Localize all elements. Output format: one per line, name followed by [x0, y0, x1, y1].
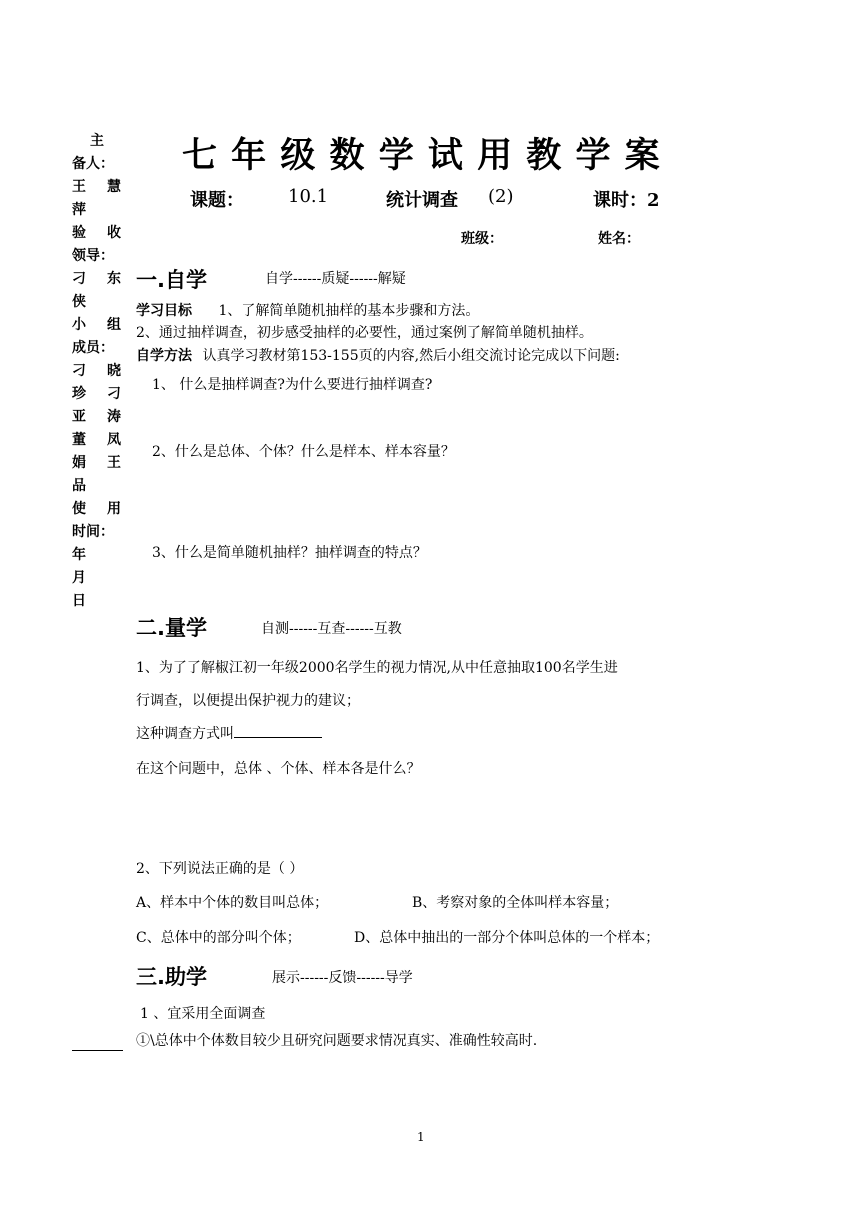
sidebar-text-left: 领导： — [72, 248, 114, 264]
sidebar-text-right: 主 — [90, 133, 104, 149]
sidebar-text-left: 侠 — [72, 294, 86, 310]
sidebar-text-left: 董 — [72, 432, 86, 448]
sidebar-text-left: 成员： — [72, 340, 114, 356]
option-c: C、总体中的部分叫个体； — [136, 930, 301, 946]
method-line — [136, 345, 620, 365]
topic-part: (2) — [488, 186, 514, 207]
survey-method-prompt: 这种调查方式叫 — [136, 726, 234, 742]
left-blank-line — [72, 1050, 123, 1051]
goal-1: 1、了解简单随机抽样的基本步骤和方法。 — [218, 303, 480, 319]
topic-name: 统计调查 — [386, 190, 458, 211]
sidebar-text-left: 月 — [72, 570, 86, 586]
sidebar-text-right: 收 — [107, 225, 121, 241]
page-title: 七 年 级 数 学 试 用 教 学 案 — [182, 135, 661, 176]
sidebar-text-left: 备人： — [72, 156, 114, 172]
sidebar-text-right: 东 — [107, 271, 121, 287]
section-3-item-1-sub: ①\总体中个体数目较少且研究问题要求情况真实、准确性较高时. — [136, 1033, 538, 1049]
section-2-title: 二.量学 — [136, 616, 207, 640]
method-label: 自学方法 — [136, 348, 192, 364]
name-label: 姓名： — [598, 231, 640, 247]
question-2: 2、什么是总体、个体？什么是样本、样本容量？ — [152, 444, 455, 460]
sidebar-text-right: 王 — [107, 455, 121, 471]
sidebar-text-left: 时间： — [72, 524, 114, 540]
option-d: D、总体中抽出的一部分个体叫总体的一个样本； — [354, 930, 660, 946]
section-1-subtitle: 自学------质疑------解疑 — [265, 271, 406, 287]
problem-1-line-4: 在这个问题中，总体 、个体、样本各是什么？ — [136, 761, 421, 777]
section-2-subtitle: 自测------互查------互教 — [261, 621, 402, 637]
sidebar-text-left: 年 — [72, 547, 86, 563]
sidebar-text-right: 慧 — [107, 179, 121, 195]
option-a: A、样本中个体的数目叫总体； — [136, 895, 329, 911]
sidebar-text-left: 亚 — [72, 409, 86, 425]
section-3-item-1: 1 、宜采用全面调查 — [140, 1006, 266, 1022]
sidebar-text-left: 刁 — [72, 271, 86, 287]
topic-number: 10.1 — [288, 186, 329, 207]
sidebar-text-right: 刁 — [107, 386, 121, 402]
lesson-period: 课时：2 — [593, 190, 660, 211]
problem-2-line-1: 2、下列说法正确的是（ ） — [136, 861, 304, 877]
goal-label: 学习目标 — [136, 303, 192, 319]
sidebar-text-right: 凤 — [107, 432, 121, 448]
problem-1-line-1: 1、为了了解椒江初一年级2000名学生的视力情况,从中任意抽取100名学生进 — [136, 660, 618, 676]
sidebar-text-left: 王 — [72, 179, 86, 195]
sidebar-text-left: 小 — [72, 317, 86, 333]
option-b: B、考察对象的全体叫样本容量； — [412, 895, 619, 911]
goal-2: 2、通过抽样调查，初步感受抽样的必要性，通过案例了解简单随机抽样。 — [136, 325, 593, 341]
sidebar-text-left: 使 — [72, 501, 86, 517]
sidebar-text-left: 日 — [72, 593, 86, 609]
goal-line-1 — [136, 300, 479, 320]
sidebar-text-right: 组 — [107, 317, 121, 333]
topic-label: 课题： — [190, 190, 244, 211]
question-3: 3、什么是简单随机抽样？抽样调查的特点？ — [152, 545, 427, 561]
sidebar-text-left: 验 — [72, 225, 86, 241]
problem-1-line-3 — [136, 723, 322, 743]
section-3-title: 三.助学 — [136, 965, 207, 989]
method-text: 认真学习教材第153-155页的内容,然后小组交流讨论完成以下问题: — [202, 348, 620, 364]
problem-1-line-2: 行调查，以便提出保护视力的建议； — [136, 693, 360, 709]
answer-blank[interactable] — [234, 737, 322, 738]
sidebar-text-left: 品 — [72, 478, 86, 494]
sidebar-text-right: 用 — [107, 501, 121, 517]
section-3-subtitle: 展示------反馈------导学 — [272, 970, 413, 986]
sidebar-text-right: 涛 — [107, 409, 121, 425]
sidebar-text-right: 晓 — [107, 363, 121, 379]
class-label: 班级： — [461, 231, 503, 247]
page-number: 1 — [417, 1130, 425, 1144]
sidebar-text-left: 萍 — [72, 202, 86, 218]
section-1-title: 一.自学 — [136, 268, 207, 292]
sidebar-text-left: 娟 — [72, 455, 86, 471]
sidebar-text-left: 刁 — [72, 363, 86, 379]
question-1: 1、 什么是抽样调查?为什么要进行抽样调查? — [152, 377, 433, 393]
sidebar-text-left: 珍 — [72, 386, 86, 402]
